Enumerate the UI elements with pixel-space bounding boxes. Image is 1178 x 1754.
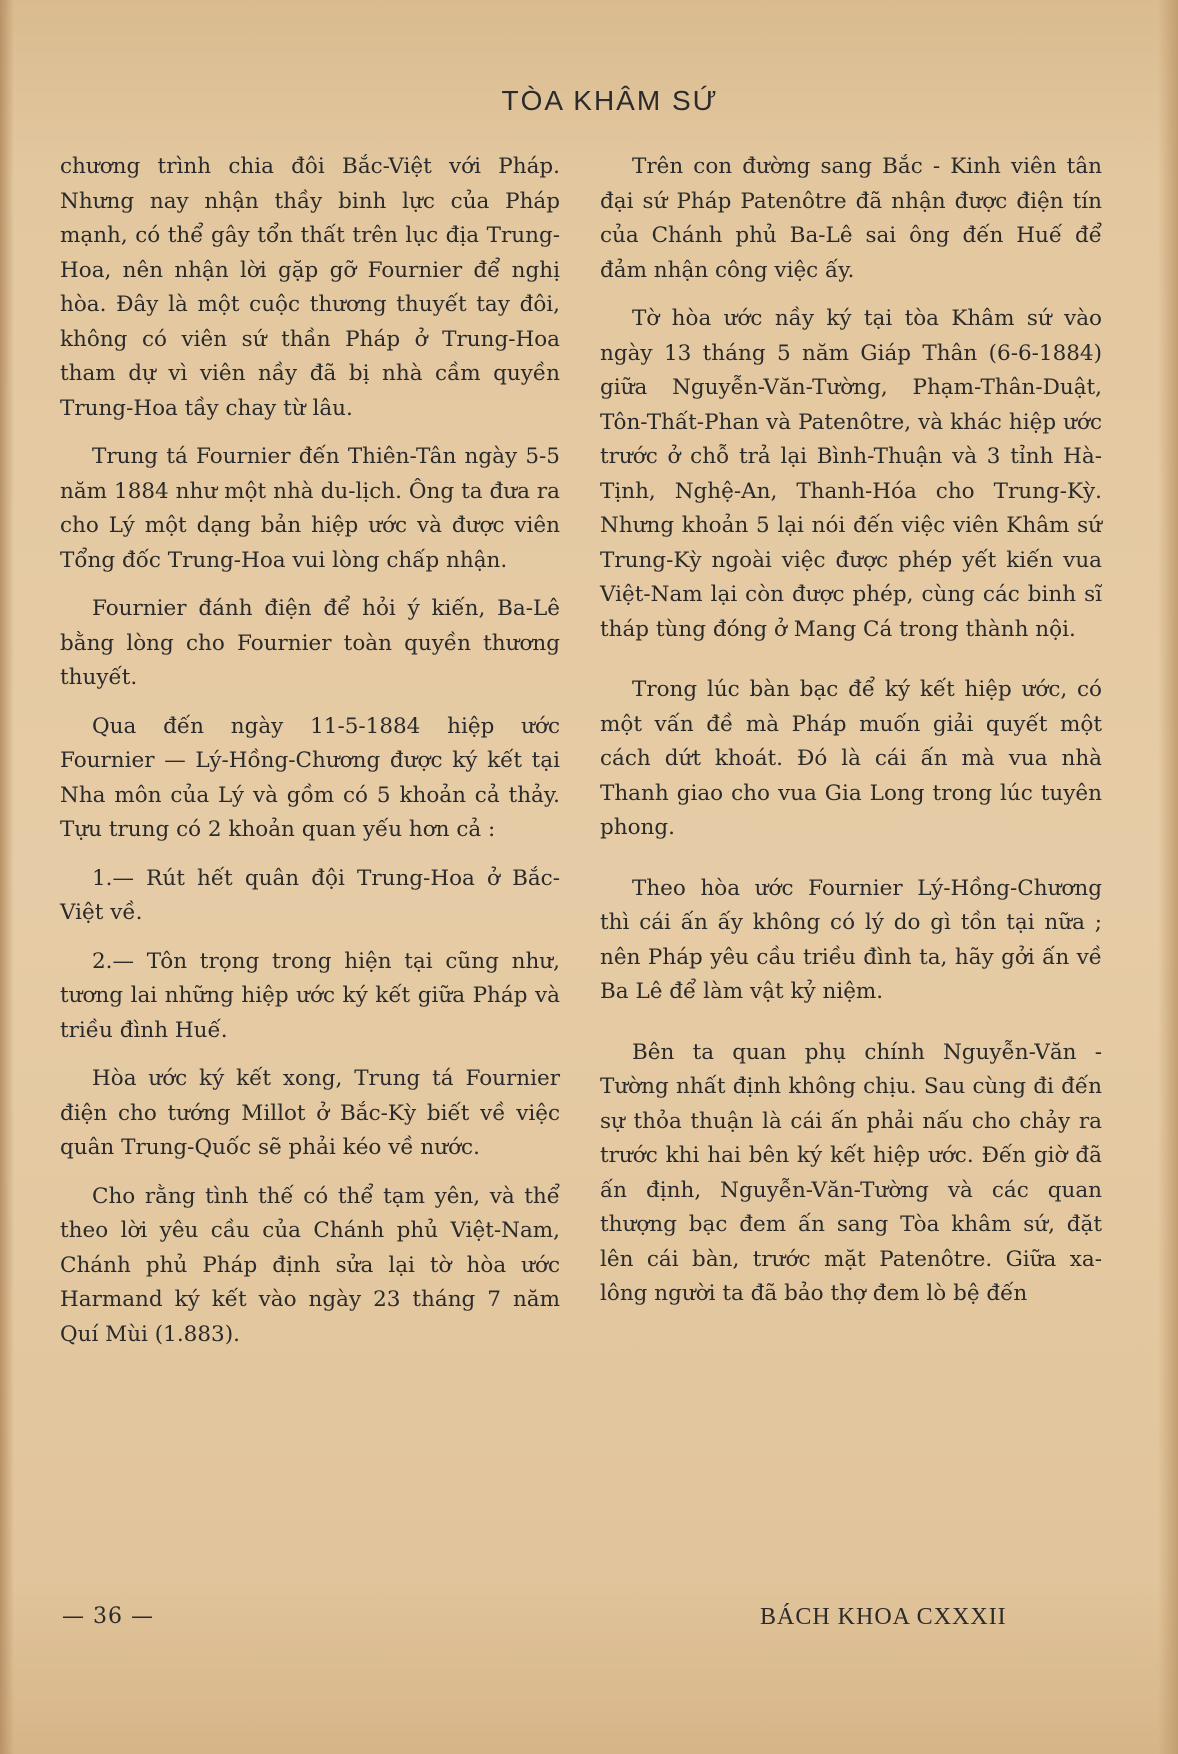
page-edge-shadow-left	[0, 0, 14, 1754]
list-item: 1.— Rút hết quân đội Trung-Hoa ở Bắc-Việt về.	[60, 865, 560, 925]
paragraph: Fournier đánh điện để hỏi ý kiến, Ba-Lê bằng lòng cho Fournier toàn quyền thương thuyết.	[60, 596, 560, 690]
left-column	[60, 150, 560, 1366]
paragraph: Trung tá Fournier đến Thiên-Tân ngày 5-5 năm 1884 như một nhà du-lịch. Ông ta đưa ra cho Lý một dạng bản hiệp ước và được viên Tổng đốc Trung-Hoa vui lòng chấp nhận.	[60, 444, 560, 573]
paragraph: Qua đến ngày 11-5-1884 hiệp ước Fournier — Lý-Hồng-Chương được ký kết tại Nha môn của Lý và gồm có 5 khoản cả thảy. Tựu trung có 2 khoản quan yếu hơn cả :	[60, 713, 560, 842]
list-item: 2.— Tôn trọng trong hiện tại cũng như, tương lai những hiệp ước ký kết giữa Pháp và triều đình Huế.	[60, 948, 560, 1043]
paragraph: chương trình chia đôi Bắc-Việt với Pháp. Nhưng nay nhận thầy binh lực của Pháp mạnh, có thể gây tổn thất trên lục địa Trung-Hoa, nên nhận lời gặp gỡ Fournier để nghị hòa. Đây là một cuộc thương thuyết tay đôi, không có viên sứ thần Pháp ở Trung-Hoa tham dự vì viên nầy đã bị nhà cầm quyền Trung-Hoa tầy chay từ lâu.	[60, 154, 560, 421]
magazine-issue: BÁCH KHOA CXXXII	[760, 1604, 1007, 1630]
right-column	[600, 150, 1102, 1326]
paragraph: Trong lúc bàn bạc để ký kết hiệp ước, có một vấn đề mà Pháp muốn giải quyết một cách dứt khoát. Đó là cái ấn mà vua nhà Thanh giao cho vua Gia Long trong lúc tuyên phong.	[600, 677, 1102, 840]
page-number: — 36 —	[62, 1604, 154, 1629]
paragraph: Bên ta quan phụ chính Nguyễn-Văn - Tường nhất định không chịu. Sau cùng đi đến sự thỏa thuận là cái ấn phải nấu cho chảy ra trước khi hai bên ký kết hiệp ước. Đến giờ đã ấn định, Nguyễn-Văn-Tường và các quan thượng bạc đem ấn sang Tòa khâm sứ, đặt lên cái bàn, trước mặt Patenôtre. Giữa xa-lông người ta đã bảo thợ đem lò bệ đến	[600, 1039, 1102, 1306]
paragraph: Theo hòa ước Fournier Lý-Hồng-Chương thì cái ấn ấy không có lý do gì tồn tại nữa ; nên Pháp yêu cầu triều đình ta, hãy gởi ấn về Ba Lê để làm vật kỷ niệm.	[600, 875, 1102, 1004]
running-header: TÒA KHÂM SỨ	[501, 85, 719, 116]
paragraph: Trên con đường sang Bắc - Kinh viên tân đại sứ Pháp Patenôtre đã nhận được điện tín của Chánh phủ Ba-Lê sai ông đến Huế để đảm nhận công việc ấy.	[600, 154, 1102, 283]
paragraph: Tờ hòa ước nầy ký tại tòa Khâm sứ vào ngày 13 tháng 5 năm Giáp Thân (6-6-1884) giữa Nguyễn-Văn-Tường, Phạm-Thân-Duật, Tôn-Thất-Phan và Patenôtre, và khác hiệp ước trước ở chỗ trả lại Bình-Thuận và 3 tỉnh Hà-Tịnh, Nghệ-An, Thanh-Hóa cho Trung-Kỳ. Nhưng khoản 5 lại nói đến việc viên Khâm sứ Trung-Kỳ ngoài việc được phép yết kiến vua Việt-Nam lại còn được phép, cùng các binh sĩ tháp tùng đóng ở Mang Cá trong thành nội.	[600, 306, 1102, 642]
paragraph: Cho rằng tình thế có thể tạm yên, và thể theo lời yêu cầu của Chánh phủ Việt-Nam, Chánh phủ Pháp định sửa lại tờ hòa ước Harmand ký kết vào ngày 23 tháng 7 năm Quí Mùi (1.883).	[60, 1183, 560, 1347]
page-edge-shadow-right	[1158, 0, 1178, 1754]
paragraph: Hòa ước ký kết xong, Trung tá Fournier điện cho tướng Millot ở Bắc-Kỳ biết về việc quân Trung-Quốc sẽ phải kéo về nước.	[60, 1066, 560, 1160]
